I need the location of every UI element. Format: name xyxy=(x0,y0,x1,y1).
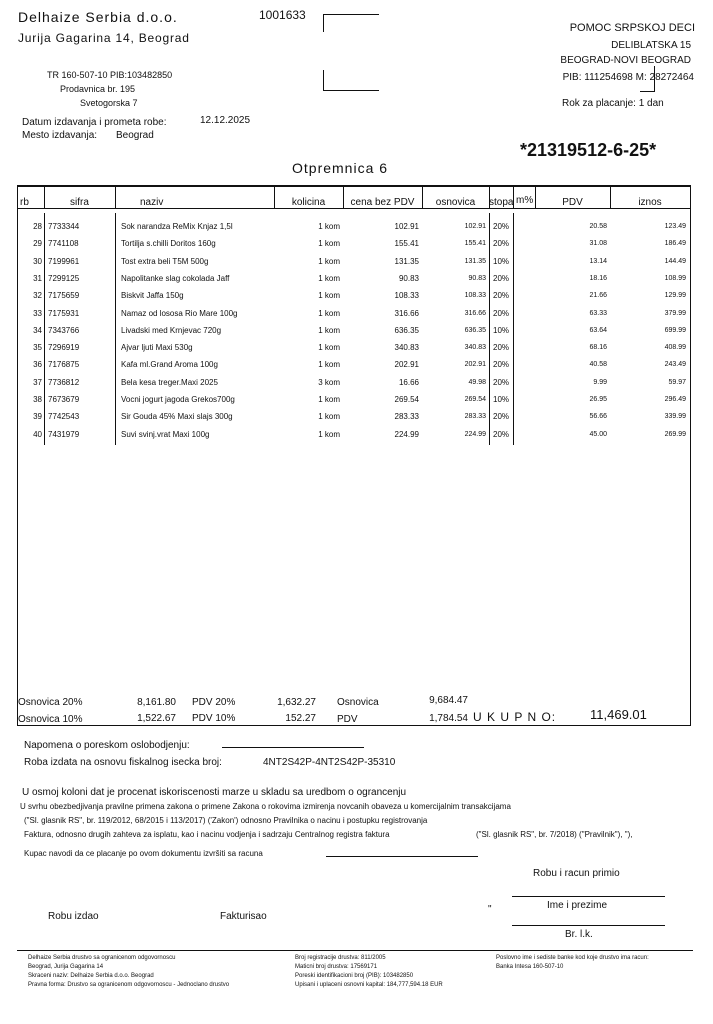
cell-stopa: 20% xyxy=(493,222,510,231)
cell-iznos: 108.99 xyxy=(664,274,686,282)
cell-osnovica: 202.91 xyxy=(464,361,486,369)
cell-osnovica: 283.33 xyxy=(464,413,486,421)
footer-bank-line: Poslovno ime i sediste banke kod koje drustvo ima racun: xyxy=(496,955,649,961)
col-header-naziv: naziv xyxy=(140,197,164,208)
doc-title: Otpremnica 6 xyxy=(292,160,389,176)
cell-cena: 636.35 xyxy=(394,325,419,335)
cell-naziv: Vocni jogurt jagoda Grekos700g xyxy=(121,395,235,404)
cell-rb: 38 xyxy=(33,395,42,404)
cell-rb: 35 xyxy=(33,343,42,353)
footer-bank-line: Banka Intesa 160-507-10 xyxy=(496,964,564,970)
cell-cena: 131.35 xyxy=(394,256,419,266)
cell-kolicina: 1 kom xyxy=(318,308,340,318)
note-line-2: U svrhu obezbedjivanja pravilne primena zakona o primene Zakona o rokovima izmirenja novcanih obaveza u komercijalnim transakcijama xyxy=(20,802,511,811)
cell-kolicina: 1 kom xyxy=(318,360,340,370)
note-line-3: ("Sl. glasnik RS", br. 119/2012, 68/2015 i 113/2017) ('Zakon') odnosno Pravilnika o nacinu i postupku registrovanja xyxy=(24,816,428,825)
total-osn20-label: Osnovica 20% xyxy=(18,697,83,708)
issue-place-value: Beograd xyxy=(116,130,154,141)
cell-iznos: 339.99 xyxy=(664,413,686,421)
footer-divider xyxy=(17,950,693,951)
cell-stopa: 10% xyxy=(493,325,510,335)
fiscal-value: 4NT2S42P-4NT2S42P-35310 xyxy=(263,757,396,768)
cell-kolicina: 1 kom xyxy=(318,343,340,353)
cell-iznos: 243.49 xyxy=(664,361,686,369)
cell-naziv: Tost extra beli T5M 500g xyxy=(121,256,209,266)
cell-rb: 40 xyxy=(33,429,42,439)
seller-street: Svetogorska 7 xyxy=(80,98,138,108)
col-header-iznos: iznos xyxy=(638,197,662,208)
footer-registration-line: Poreski identifikacioni broj (PIB): 103482850 xyxy=(295,973,414,979)
cell-pdv: 20.58 xyxy=(589,223,607,230)
cell-osnovica: 49.98 xyxy=(468,378,486,386)
sig-name-line xyxy=(512,925,665,926)
cell-stopa: 10% xyxy=(493,256,510,266)
cell-cena: 155.41 xyxy=(394,239,419,249)
cell-iznos: 269.99 xyxy=(664,430,686,438)
sig-issued-label: Robu izdao xyxy=(48,911,99,922)
note-line-5: Kupac navodi da ce placanje po ovom dokumentu izvršiti sa racuna xyxy=(24,849,263,858)
cell-rb: 31 xyxy=(33,273,42,283)
footer-company-line: Skraceni naziv: Delhaize Serbia d.o.o. Beograd xyxy=(28,973,154,979)
cell-osnovica: 108.33 xyxy=(464,292,486,300)
sig-quote-mark: " xyxy=(488,904,492,915)
total-pdv-label: PDV xyxy=(337,714,358,725)
cell-rb: 39 xyxy=(33,412,42,422)
cell-rb: 32 xyxy=(33,291,42,301)
cell-cena: 316.66 xyxy=(394,308,419,318)
cell-stopa: 20% xyxy=(493,308,510,318)
col-header-kolicina: kolicina xyxy=(291,197,326,208)
cell-iznos: 296.49 xyxy=(664,396,686,403)
cell-kolicina: 1 kom xyxy=(318,273,340,283)
cell-sifra: 7175659 xyxy=(48,291,80,301)
total-pdv10-label: PDV 10% xyxy=(192,713,236,724)
cell-osnovica: 90.83 xyxy=(468,274,486,282)
cell-iznos: 408.99 xyxy=(664,344,686,352)
cell-cena: 340.83 xyxy=(394,343,419,353)
cell-sifra: 7673679 xyxy=(48,395,80,404)
cell-naziv: Bela kesa treger.Maxi 2025 xyxy=(121,377,218,387)
cell-kolicina: 1 kom xyxy=(318,395,340,404)
buyer-name: POMOC SRPSKOJ DECI xyxy=(569,22,695,34)
cell-naziv: Napolitanke slag cokolada Jaff xyxy=(121,273,230,283)
fiscal-label: Roba izdata na osnovu fiskalnog isecka broj: xyxy=(24,757,222,768)
note-line-4b: ("Sl. glasnik RS", br. 7/2018) ("Pravilnik"), "), xyxy=(476,830,633,839)
total-osn20-value: 8,161.80 xyxy=(137,697,176,708)
barcode-text: *21319512-6-25* xyxy=(520,140,657,160)
total-pdv-value: 1,784.54 xyxy=(429,713,468,724)
cell-osnovica: 636.35 xyxy=(464,326,486,334)
cell-rb: 34 xyxy=(33,325,42,335)
issue-place-label: Mesto izdavanja: xyxy=(22,130,98,141)
cell-sifra: 7343766 xyxy=(48,325,80,335)
note-line-1: U osmoj koloni dat je procenat iskoriscenosti marze u skladu sa uredbom o ograncenju xyxy=(22,787,407,798)
footer-registration-line: Broj registracije drustva: 811/2005 xyxy=(295,955,386,961)
cell-rb: 36 xyxy=(33,360,42,370)
cell-osnovica: 340.83 xyxy=(464,344,486,352)
cell-kolicina: 1 kom xyxy=(318,239,340,249)
cell-osnovica: 102.91 xyxy=(464,223,486,230)
cell-pdv: 9.99 xyxy=(593,378,607,386)
cell-naziv: Namaz od lososa Rio Mare 100g xyxy=(121,308,238,318)
cell-cena: 283.33 xyxy=(394,412,419,422)
buyer-city: BEOGRAD-NOVI BEOGRAD xyxy=(560,55,691,66)
cell-rb: 29 xyxy=(33,239,42,249)
cell-osnovica: 316.66 xyxy=(464,309,486,317)
sig-received-label: Robu i racun primio xyxy=(533,868,620,879)
col-header-sifra: sifra xyxy=(70,197,89,208)
seller-tr-pib: TR 160-507-10 PIB:103482850 xyxy=(47,70,173,80)
cell-sifra: 7741108 xyxy=(48,239,79,249)
footer-col-company xyxy=(28,954,229,990)
cell-iznos: 379.99 xyxy=(664,309,686,317)
cell-naziv: Suvi svinj.vrat Maxi 100g xyxy=(121,429,210,439)
cell-pdv: 40.58 xyxy=(589,361,607,369)
footer-registration-line: Maticni broj drustva: 17569171 xyxy=(295,964,378,970)
cell-naziv: Sir Gouda 45% Maxi slajs 300g xyxy=(121,412,233,422)
cell-naziv: Sok narandza ReMix Knjaz 1,5l xyxy=(121,222,233,231)
col-header-pdv: PDV xyxy=(562,197,583,208)
cell-cena: 108.33 xyxy=(394,291,419,301)
cell-kolicina: 1 kom xyxy=(318,412,340,422)
cell-stopa: 20% xyxy=(493,377,510,387)
cell-cena: 202.91 xyxy=(394,360,419,370)
cell-osnovica: 131.35 xyxy=(464,257,486,265)
cell-iznos: 144.49 xyxy=(664,257,686,265)
footer-col-bank xyxy=(496,954,649,972)
cell-kolicina: 1 kom xyxy=(318,256,340,266)
cell-sifra: 7176875 xyxy=(48,360,80,370)
col-header-m: m% xyxy=(516,195,534,206)
cell-sifra: 7733344 xyxy=(48,222,80,231)
cell-iznos: 129.99 xyxy=(664,292,686,300)
note-line-4a: Faktura, odnosno drugih zahteva za isplatu, kao i nacinu vodjenja i sadrzaju Centralnog registra faktura xyxy=(24,830,390,839)
issue-date-label: Datum izdavanja i prometa robe: xyxy=(22,117,167,128)
total-osn-value: 9,684.47 xyxy=(429,695,468,706)
cell-rb: 33 xyxy=(33,308,42,318)
total-pdv10-value: 152.27 xyxy=(285,713,316,724)
cell-stopa: 20% xyxy=(493,343,510,353)
cell-kolicina: 1 kom xyxy=(318,429,340,439)
footer-registration-line: Upisani i uplaceni osnovni kapital: 184,777,594.18 EUR xyxy=(295,982,443,988)
cell-cena: 90.83 xyxy=(398,273,419,283)
cell-rb: 37 xyxy=(33,377,42,387)
cell-kolicina: 1 kom xyxy=(318,222,340,231)
cell-stopa: 20% xyxy=(493,273,510,283)
footer-company-line: Delhaize Serbia drustvo sa ogranicenom odgovornoscu xyxy=(28,955,176,961)
buyer-pib: PIB: 111254698 M: 28272464 xyxy=(562,72,694,83)
cell-cena: 102.91 xyxy=(394,222,419,231)
cell-osnovica: 155.41 xyxy=(464,240,486,248)
cell-pdv: 26.95 xyxy=(589,396,607,403)
seller-store: Prodavnica br. 195 xyxy=(60,84,136,94)
sig-received-line xyxy=(512,896,665,897)
col-header-osnovica: osnovica xyxy=(435,197,476,208)
sig-invoiced-label: Fakturisao xyxy=(220,911,267,922)
cell-pdv: 56.66 xyxy=(589,413,607,421)
cell-osnovica: 269.54 xyxy=(464,396,486,403)
total-ukupno-value: 11,469.01 xyxy=(590,707,647,722)
total-ukupno-label: U K U P N O: xyxy=(473,710,557,724)
cell-iznos: 186.49 xyxy=(664,240,686,248)
col-header-cena: cena bez PDV xyxy=(350,197,415,208)
doc-number: 1001633 xyxy=(259,8,306,22)
buyer-street: DELIBLATSKA 15 xyxy=(611,40,691,51)
footer-company-line: Beograd, Jurija Gagarina 14 xyxy=(28,964,104,970)
seller-address: Jurija Gagarina 14, Beograd xyxy=(18,31,190,45)
cell-stopa: 20% xyxy=(493,239,510,249)
total-osn10-label: Osnovica 10% xyxy=(18,714,83,725)
cell-pdv: 45.00 xyxy=(589,430,607,438)
cell-cena: 224.99 xyxy=(394,429,419,439)
sig-name-label: Ime i prezime xyxy=(547,900,608,911)
cell-stopa: 10% xyxy=(493,395,510,404)
cell-kolicina: 1 kom xyxy=(318,325,340,335)
cell-stopa: 20% xyxy=(493,429,510,439)
cell-pdv: 31.08 xyxy=(589,240,607,248)
total-osn-label: Osnovica xyxy=(337,697,379,708)
total-pdv20-label: PDV 20% xyxy=(192,697,236,708)
cell-naziv: Kafa ml.Grand Aroma 100g xyxy=(121,360,218,370)
footer-company-line: Pravna forma: Drustvo sa ogranicenom odgovornoscu - Jednoclano drustvo xyxy=(28,982,230,988)
cell-sifra: 7736812 xyxy=(48,377,80,387)
payment-term: Rok za placanje: 1 dan xyxy=(562,98,664,109)
cell-sifra: 7175931 xyxy=(48,308,80,318)
cell-iznos: 123.49 xyxy=(664,223,686,230)
cell-pdv: 63.64 xyxy=(589,326,607,334)
cell-pdv: 63.33 xyxy=(589,309,607,317)
cell-rb: 28 xyxy=(33,222,42,231)
cell-pdv: 68.16 xyxy=(589,344,607,352)
cell-naziv: Tortilja s.chilli Doritos 160g xyxy=(121,239,216,249)
cell-naziv: Ajvar ljuti Maxi 530g xyxy=(121,343,193,353)
cell-pdv: 18.16 xyxy=(589,274,607,282)
cell-sifra: 7742543 xyxy=(48,412,80,422)
cell-pdv: 13.14 xyxy=(589,257,607,265)
account-line xyxy=(326,856,478,857)
cell-cena: 16.66 xyxy=(398,377,419,387)
col-header-stopa: stopa xyxy=(489,197,514,208)
cell-iznos: 699.99 xyxy=(664,326,686,334)
cell-naziv: Biskvit Jaffa 150g xyxy=(121,291,184,301)
cell-sifra: 7199961 xyxy=(48,256,80,266)
total-osn10-value: 1,522.67 xyxy=(137,713,176,724)
sig-id-label: Br. l.k. xyxy=(565,929,593,940)
issue-date-value: 12.12.2025 xyxy=(200,115,251,126)
cell-pdv: 21.66 xyxy=(589,292,607,300)
cell-rb: 30 xyxy=(33,256,42,266)
note-tax-exemption-line xyxy=(222,747,364,748)
cell-sifra: 7299125 xyxy=(48,273,80,283)
cell-stopa: 20% xyxy=(493,412,510,422)
cell-iznos: 59.97 xyxy=(668,378,686,386)
col-header-rb: rb xyxy=(20,197,29,208)
cell-sifra: 7296919 xyxy=(48,343,80,353)
cell-stopa: 20% xyxy=(493,291,510,301)
cell-kolicina: 3 kom xyxy=(318,377,340,387)
seller-name: Delhaize Serbia d.o.o. xyxy=(18,9,178,25)
total-pdv20-value: 1,632.27 xyxy=(277,697,316,708)
cell-naziv: Livadski med Krnjevac 720g xyxy=(121,325,222,335)
cell-stopa: 20% xyxy=(493,360,510,370)
cell-osnovica: 224.99 xyxy=(464,430,486,438)
cell-sifra: 7431979 xyxy=(48,429,80,439)
cell-cena: 269.54 xyxy=(394,395,419,404)
footer-col-registration xyxy=(295,954,443,990)
note-tax-exemption: Napomena o poreskom oslobodjenju: xyxy=(24,740,190,751)
cell-kolicina: 1 kom xyxy=(318,291,340,301)
